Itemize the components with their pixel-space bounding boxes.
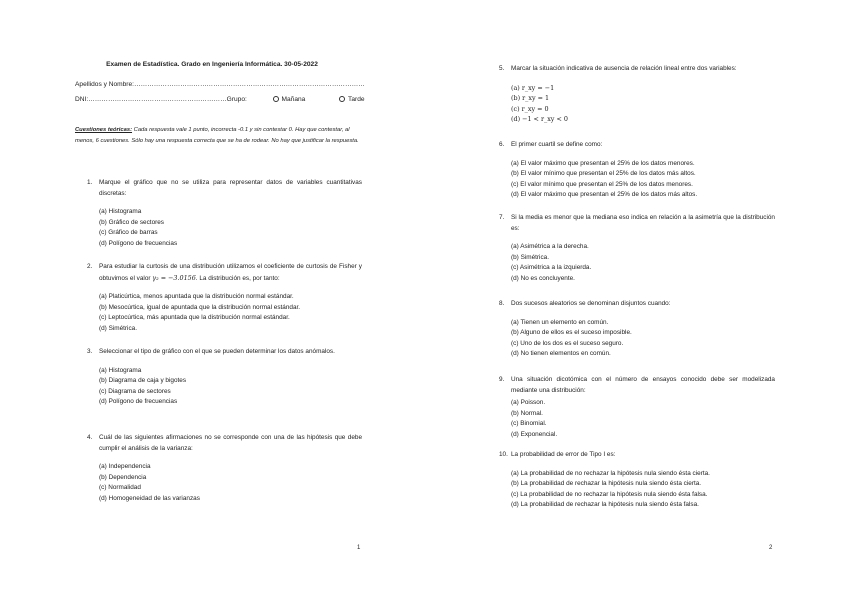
question-7 <box>499 213 775 284</box>
option-a[interactable]: (a) Poisson. <box>511 399 546 406</box>
question-10 <box>499 450 775 511</box>
option-list <box>511 318 775 360</box>
option-c[interactable]: (c) Uno de los dos es el suceso seguro. <box>511 339 624 347</box>
question-number: 1. <box>87 179 93 186</box>
question-text: Marque el gráfico que no se utiliza para representar datos de variables cuantitativas discretas: <box>99 179 362 197</box>
option-d[interactable]: (d) −1 < r_xy < 0 <box>511 115 568 123</box>
option-list <box>99 292 362 334</box>
option-b[interactable]: (b) r_xy = 1 <box>511 94 550 102</box>
option-b[interactable]: (b) La probabilidad de rechazar la hipótesis nula siendo ésta cierta. <box>511 480 702 487</box>
option-d[interactable]: (d) El valor máximo que presentan el 25% de los datos más altos. <box>511 191 698 198</box>
option-c[interactable]: (c) La probabilidad de no rechazar la hipótesis nula siendo ésta falsa. <box>511 490 708 498</box>
option-c[interactable]: (c) r_xy = 0 <box>511 104 549 113</box>
surname-field: Apellidos y Nombre:…………………………………………………………………………………………… <box>75 81 365 88</box>
question-3 <box>87 347 362 408</box>
option-c[interactable]: (c) Leptocúrtica, más apuntada que la distribución normal estándar. <box>99 314 290 321</box>
option-b[interactable]: (b) Simétrica. <box>511 253 549 261</box>
option-d[interactable]: (d) No es concluyente. <box>511 274 575 282</box>
question-text: Dos sucesos aleatorios se denominan disjuntos cuando: <box>511 300 671 307</box>
option-d[interactable]: (d) Homogeneidad de las varianzas <box>99 494 200 502</box>
option-list <box>511 242 775 284</box>
notice-lead: Cuestiones teóricas: <box>75 127 133 133</box>
option-a[interactable]: (a) Independencia <box>99 463 151 470</box>
kurtosis-value: γ₂ = −3.0156 <box>152 273 196 282</box>
option-d[interactable]: (d) Polígono de frecuencias <box>99 239 178 247</box>
exam-title: Examen de Estadística. Grado en Ingeniería Informática. 30-05-2022 <box>106 61 318 68</box>
option-a[interactable]: (a) Histograma <box>99 208 142 215</box>
dni-group-row <box>75 96 365 103</box>
option-b[interactable]: (b) Gráfico de sectores <box>99 218 164 226</box>
question-text: Si la media es menor que la mediana eso indica en relación a la asimetría que la distribución es: <box>511 214 775 232</box>
option-b[interactable]: (b) Diagrama de caja y bigotes <box>99 377 187 384</box>
question-number: 9. <box>499 376 505 383</box>
option-b[interactable]: (b) El valor mínimo que presentan el 25% de los datos más altos. <box>511 170 696 177</box>
question-4 <box>87 433 362 504</box>
exam-page-2 <box>424 0 848 599</box>
question-5 <box>499 64 775 125</box>
question-text: Para estudiar la curtosis de una distribución utilizamos el coeficiente de curtosis de Fisher y obtuvimos el valor γ₂ = −3.0156. La distribución es, por tanto: <box>99 263 362 282</box>
option-b[interactable]: (b) Dependencia <box>99 473 147 481</box>
option-list <box>511 159 775 201</box>
question-2 <box>87 262 362 334</box>
question-number: 5. <box>499 65 505 72</box>
question-1 <box>87 178 362 249</box>
question-8 <box>499 299 775 360</box>
question-text: Una situación dicotómica con el número de ensayos conocido debe ser modelizada mediante una distribución: <box>511 376 775 394</box>
question-number: 2. <box>87 263 93 270</box>
option-c[interactable]: (c) Gráfico de barras <box>99 229 158 236</box>
option-c[interactable]: (c) Diagrama de sectores <box>99 387 171 395</box>
option-list <box>511 469 775 511</box>
question-text: Seleccionar el tipo de gráfico con el que se pueden determinar los datos anómalos. <box>99 348 335 355</box>
option-a[interactable]: (a) r_xy = −1 <box>511 83 555 92</box>
question-text: El primer cuartil se define como: <box>511 141 603 148</box>
dni-field: DNI:………………………………………………………Grupo: <box>75 96 247 103</box>
group-option-morning[interactable]: Mañana <box>273 96 306 103</box>
radio-icon <box>339 96 345 102</box>
option-c[interactable]: (c) Normalidad <box>99 484 141 491</box>
question-text: La probabilidad de error de Tipo I es: <box>511 451 616 458</box>
option-d[interactable]: (d) Polígono de frecuencias <box>99 398 178 405</box>
question-number: 4. <box>87 434 93 441</box>
option-list <box>99 462 362 504</box>
page-number: 1 <box>357 545 361 551</box>
option-a[interactable]: (a) El valor máximo que presentan el 25% de los datos menores. <box>511 159 695 167</box>
question-number: 7. <box>499 214 505 221</box>
option-c[interactable]: (c) El valor mínimo que presentan el 25% de los datos menores. <box>511 180 693 188</box>
question-number: 10. <box>499 451 508 458</box>
option-a[interactable]: (a) Platicúrtica, menos apuntada que la distribución normal estándar. <box>99 293 294 300</box>
question-number: 8. <box>499 300 505 307</box>
instructions-notice <box>75 125 365 147</box>
question-number: 6. <box>499 141 505 148</box>
option-list <box>99 207 362 249</box>
option-b[interactable]: (b) Mesocúrtica, igual de apuntada que la distribución normal estándar. <box>99 303 301 311</box>
option-list <box>511 83 775 125</box>
option-c[interactable]: (c) Binomial. <box>511 420 547 427</box>
option-d[interactable]: (d) Simétrica. <box>99 324 137 332</box>
question-text: Marcar la situación indicativa de ausencia de relación lineal entre dos variables: <box>511 65 737 72</box>
question-text: Cuál de las siguientes afirmaciones no se corresponde con una de las hipótesis que debe cumplir el análisis de la varianza: <box>99 434 362 452</box>
option-a[interactable]: (a) Tienen un elemento en común. <box>511 318 609 326</box>
option-list <box>511 398 775 440</box>
question-9 <box>499 375 775 440</box>
group-option-afternoon[interactable]: Tarde <box>339 96 365 103</box>
question-6 <box>499 140 775 201</box>
page-number: 2 <box>769 545 773 551</box>
option-list <box>99 366 362 408</box>
option-a[interactable]: (a) Asimétrica a la derecha. <box>511 243 589 250</box>
option-a[interactable]: (a) Histograma <box>99 366 142 374</box>
option-c[interactable]: (c) Asimétrica a la izquierda. <box>511 264 592 271</box>
notice-body: Cada respuesta vale 1 punto, incorrecta -0.1 y sin contestar 0. Hay que contestar, al menos, 6 cuestiones. Sólo hay una respuesta correcta que se ha de rodear. No hay que justificar la respuesta. <box>75 127 359 144</box>
option-a[interactable]: (a) La probabilidad de no rechazar la hipótesis nula siendo ésta cierta. <box>511 469 710 477</box>
option-d[interactable]: (d) La probabilidad de rechazar la hipótesis nula siendo ésta falsa. <box>511 501 699 508</box>
radio-icon <box>273 96 279 102</box>
option-d[interactable]: (d) Exponencial. <box>511 430 558 438</box>
question-number: 3. <box>87 348 93 355</box>
option-b[interactable]: (b) Alguno de ellos es el suceso imposible. <box>511 329 632 336</box>
option-d[interactable]: (d) No tienen elementos en común. <box>511 350 611 357</box>
option-b[interactable]: (b) Normal. <box>511 409 543 417</box>
